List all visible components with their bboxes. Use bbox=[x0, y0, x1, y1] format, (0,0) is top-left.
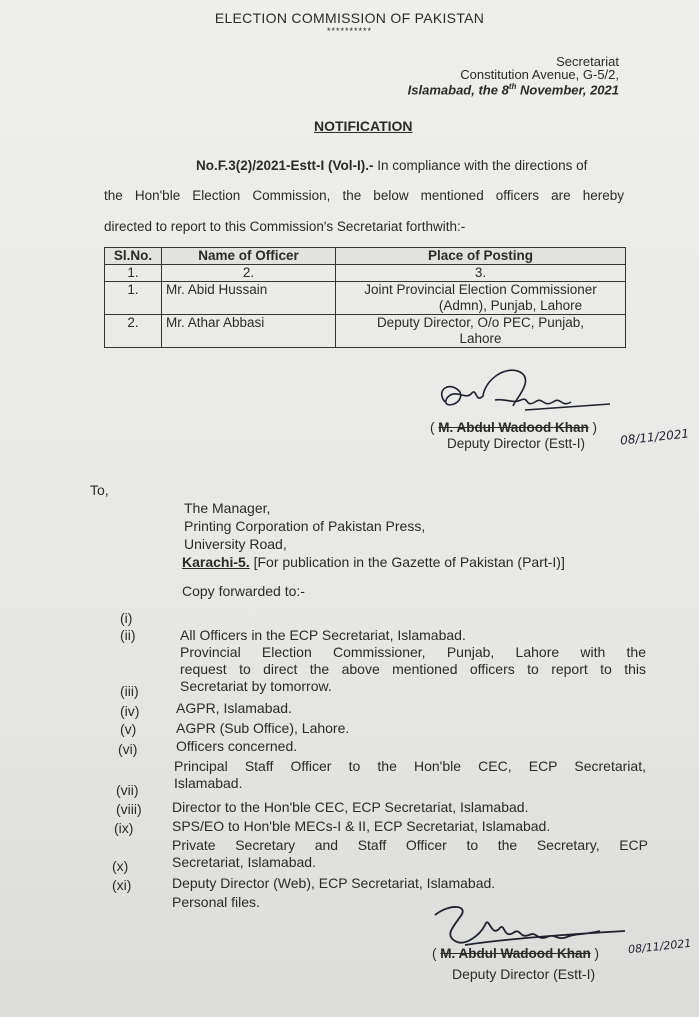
list-item: (xi) Personal files. bbox=[112, 877, 260, 910]
organization-header: ELECTION COMMISSION OF PAKISTAN bbox=[214, 10, 485, 26]
addressee-line: The Manager, bbox=[184, 500, 271, 516]
list-item: (v) Officers concerned. bbox=[120, 721, 298, 754]
address-date: Islamabad, the 8th November, 2021 bbox=[407, 82, 619, 98]
list-item: (iv) AGPR (Sub Office), Lahore. bbox=[120, 703, 350, 736]
notification-title: NOTIFICATION bbox=[314, 118, 413, 134]
body-line-2: the Hon'ble Election Commission, the below mentioned officers are hereby bbox=[104, 188, 624, 203]
copy-forwarded-label: Copy forwarded to:- bbox=[182, 583, 305, 599]
list-item: (vii) Director to the Hon'ble CEC, ECP Secretariat, Islamabad. bbox=[116, 782, 529, 815]
signature-2-date: 08/11/2021 bbox=[627, 936, 692, 957]
list-item: (viii) SPS/EO to Hon'ble MECs-I & II, ECP Secretariat, Islamabad. bbox=[116, 801, 551, 834]
list-item: (x) Deputy Director (Web), ECP Secretariat, Islamabad. bbox=[112, 858, 496, 891]
table-numbering-row: 1. 2. 3. bbox=[105, 265, 626, 282]
addressee-line: University Road, bbox=[184, 536, 287, 552]
signature-1-name: ( M. Abdul Wadood Khan ) bbox=[430, 420, 597, 435]
signature-2-designation: Deputy Director (Estt-I) bbox=[452, 966, 596, 982]
address-line-1: Secretariat bbox=[556, 54, 619, 69]
list-item: (iii) AGPR, Islamabad. bbox=[120, 683, 292, 716]
table-row: 1. Mr. Abid Hussain Joint Provincial Election Commissioner (Admn), Punjab, Lahore bbox=[105, 282, 626, 315]
list-item: (ii) Provincial Election Commissioner, Punjab, Lahore with the request to direct the above mentioned officers to report to this Secretariat by tomorrow. bbox=[120, 627, 646, 694]
notification-reference: No.F.3(2)/2021-Estt-I (Vol-I).- bbox=[196, 158, 374, 173]
signature-2-name: ( M. Abdul Wadood Khan ) bbox=[432, 946, 599, 961]
header-stars: ********** bbox=[326, 26, 373, 36]
header-place: Place of Posting bbox=[336, 248, 626, 265]
addressee-line: Printing Corporation of Pakistan Press, bbox=[184, 518, 426, 534]
list-item: (vi) Principal Staff Officer to the Hon'ble CEC, ECP Secretariat, Islamabad. bbox=[118, 741, 646, 791]
list-item: (i) All Officers in the ECP Secretariat, Islamabad. bbox=[120, 610, 466, 643]
header-name: Name of Officer bbox=[162, 248, 336, 265]
signature-1-date: 08/11/2021 bbox=[619, 426, 690, 448]
officers-table bbox=[104, 247, 626, 348]
signature-1-scribble bbox=[425, 360, 625, 425]
to-label: To, bbox=[90, 482, 109, 498]
table-row: 2. Mr. Athar Abbasi Deputy Director, O/o PEC, Punjab, Lahore bbox=[105, 315, 626, 348]
body-line-3: directed to report to this Commission's Secretariat forthwith:- bbox=[104, 219, 466, 234]
addressee-city-line: Karachi-5. [For publication in the Gazette of Pakistan (Part-I)] bbox=[182, 554, 565, 570]
body-line-1: No.F.3(2)/2021-Estt-I (Vol-I).- In compliance with the directions of bbox=[196, 158, 588, 173]
table-header-row bbox=[105, 248, 626, 265]
signature-1-designation: Deputy Director (Estt-I) bbox=[447, 436, 586, 451]
list-item: (ix) Private Secretary and Staff Officer to the Secretary, ECP Secretariat, Islamabad. bbox=[114, 820, 648, 870]
address-line-2: Constitution Avenue, G-5/2, bbox=[460, 67, 619, 82]
header-sl-no: Sl.No. bbox=[105, 248, 162, 265]
